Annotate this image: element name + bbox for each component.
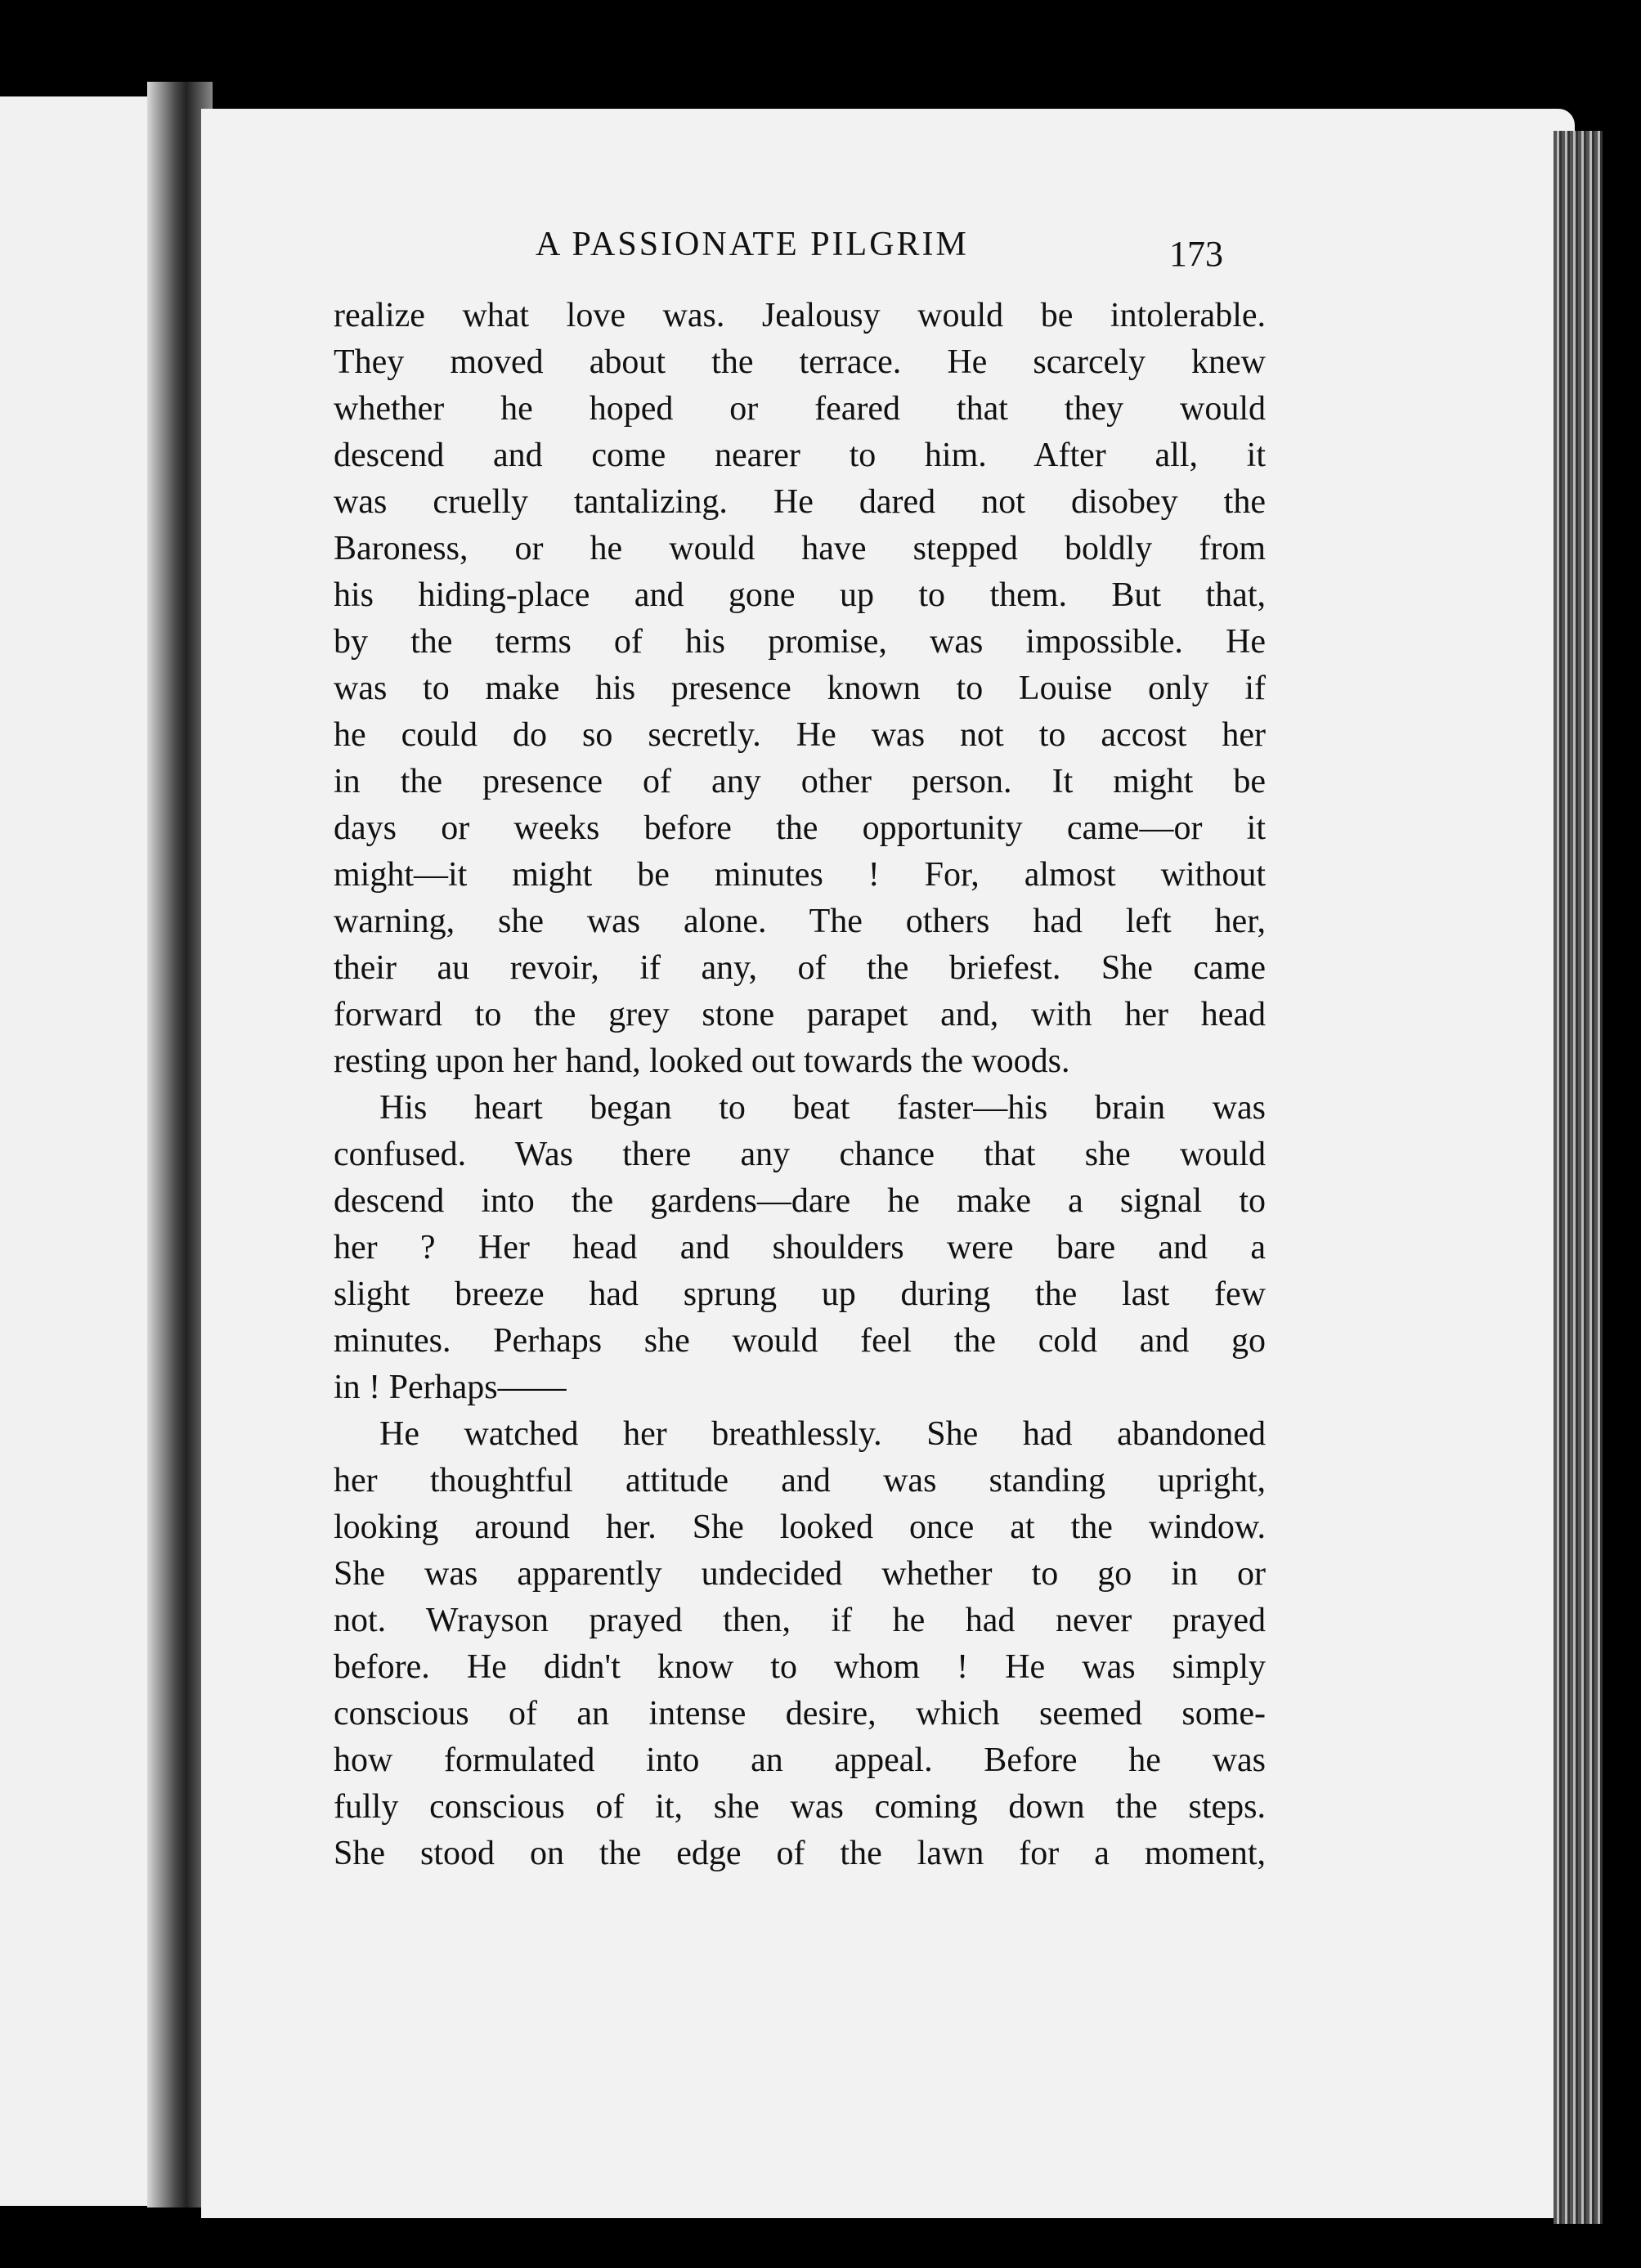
text-line: She was apparently undecided whether to go in or [334,1555,1266,1593]
text-line: in the presence of any other person. It might be [334,763,1266,800]
text-line: descend and come nearer to him. After all, it [334,437,1266,474]
text-line: in ! Perhaps—— [334,1369,567,1406]
text-line: days or weeks before the opportunity came—or it [334,809,1266,847]
text-line: how formulated into an appeal. Before he was [334,1741,1266,1779]
text-line: resting upon her hand, looked out towards the woods. [334,1042,1070,1080]
text-line: confused. Was there any chance that she would [334,1136,1266,1173]
page-number: 173 [1169,234,1223,274]
text-line: was to make his presence known to Louise only if [334,670,1266,707]
text-line: was cruelly tantalizing. He dared not disobey the [334,483,1266,521]
text-line: realize what love was. Jealousy would be intolerable. [334,297,1266,334]
text-line: might—it might be minutes ! For, almost without [334,856,1266,894]
text-line: They moved about the terrace. He scarcely knew [334,343,1266,381]
text-line: Baroness, or he would have stepped boldly from [334,530,1266,567]
page-edges [1554,131,1603,2224]
body-text [334,293,1266,1877]
text-line: by the terms of his promise, was impossible. He [334,623,1266,661]
text-line: his hiding-place and gone up to them. But that, [334,576,1266,614]
text-line: minutes. Perhaps she would feel the cold and go [334,1322,1266,1360]
text-line: warning, she was alone. The others had left her, [334,903,1266,940]
text-line: forward to the grey stone parapet and, with her head [334,996,1266,1033]
text-line: His heart began to beat faster—his brain was [379,1089,1266,1127]
text-line: descend into the gardens—dare he make a signal to [334,1182,1266,1220]
text-line: whether he hoped or feared that they would [334,390,1266,428]
text-line: slight breeze had sprung up during the last few [334,1275,1266,1313]
text-line: looking around her. She looked once at the window. [334,1508,1266,1546]
page-header [352,225,1333,290]
text-line: their au revoir, if any, of the briefest. She came [334,949,1266,987]
text-line: conscious of an intense desire, which seemed some- [334,1695,1266,1732]
text-line: not. Wrayson prayed then, if he had never prayed [334,1602,1266,1639]
text-line: her thoughtful attitude and was standing upright, [334,1462,1266,1499]
running-head: A PASSIONATE PILGRIM [536,226,969,263]
text-line: She stood on the edge of the lawn for a moment, [334,1835,1266,1872]
text-line: before. He didn't know to whom ! He was simply [334,1648,1266,1686]
text-line: fully conscious of it, she was coming down the steps. [334,1788,1266,1826]
text-line: he could do so secretly. He was not to accost her [334,716,1266,754]
text-line: He watched her breathlessly. She had abandoned [379,1415,1266,1453]
text-line: her ? Her head and shoulders were bare and a [334,1229,1266,1266]
